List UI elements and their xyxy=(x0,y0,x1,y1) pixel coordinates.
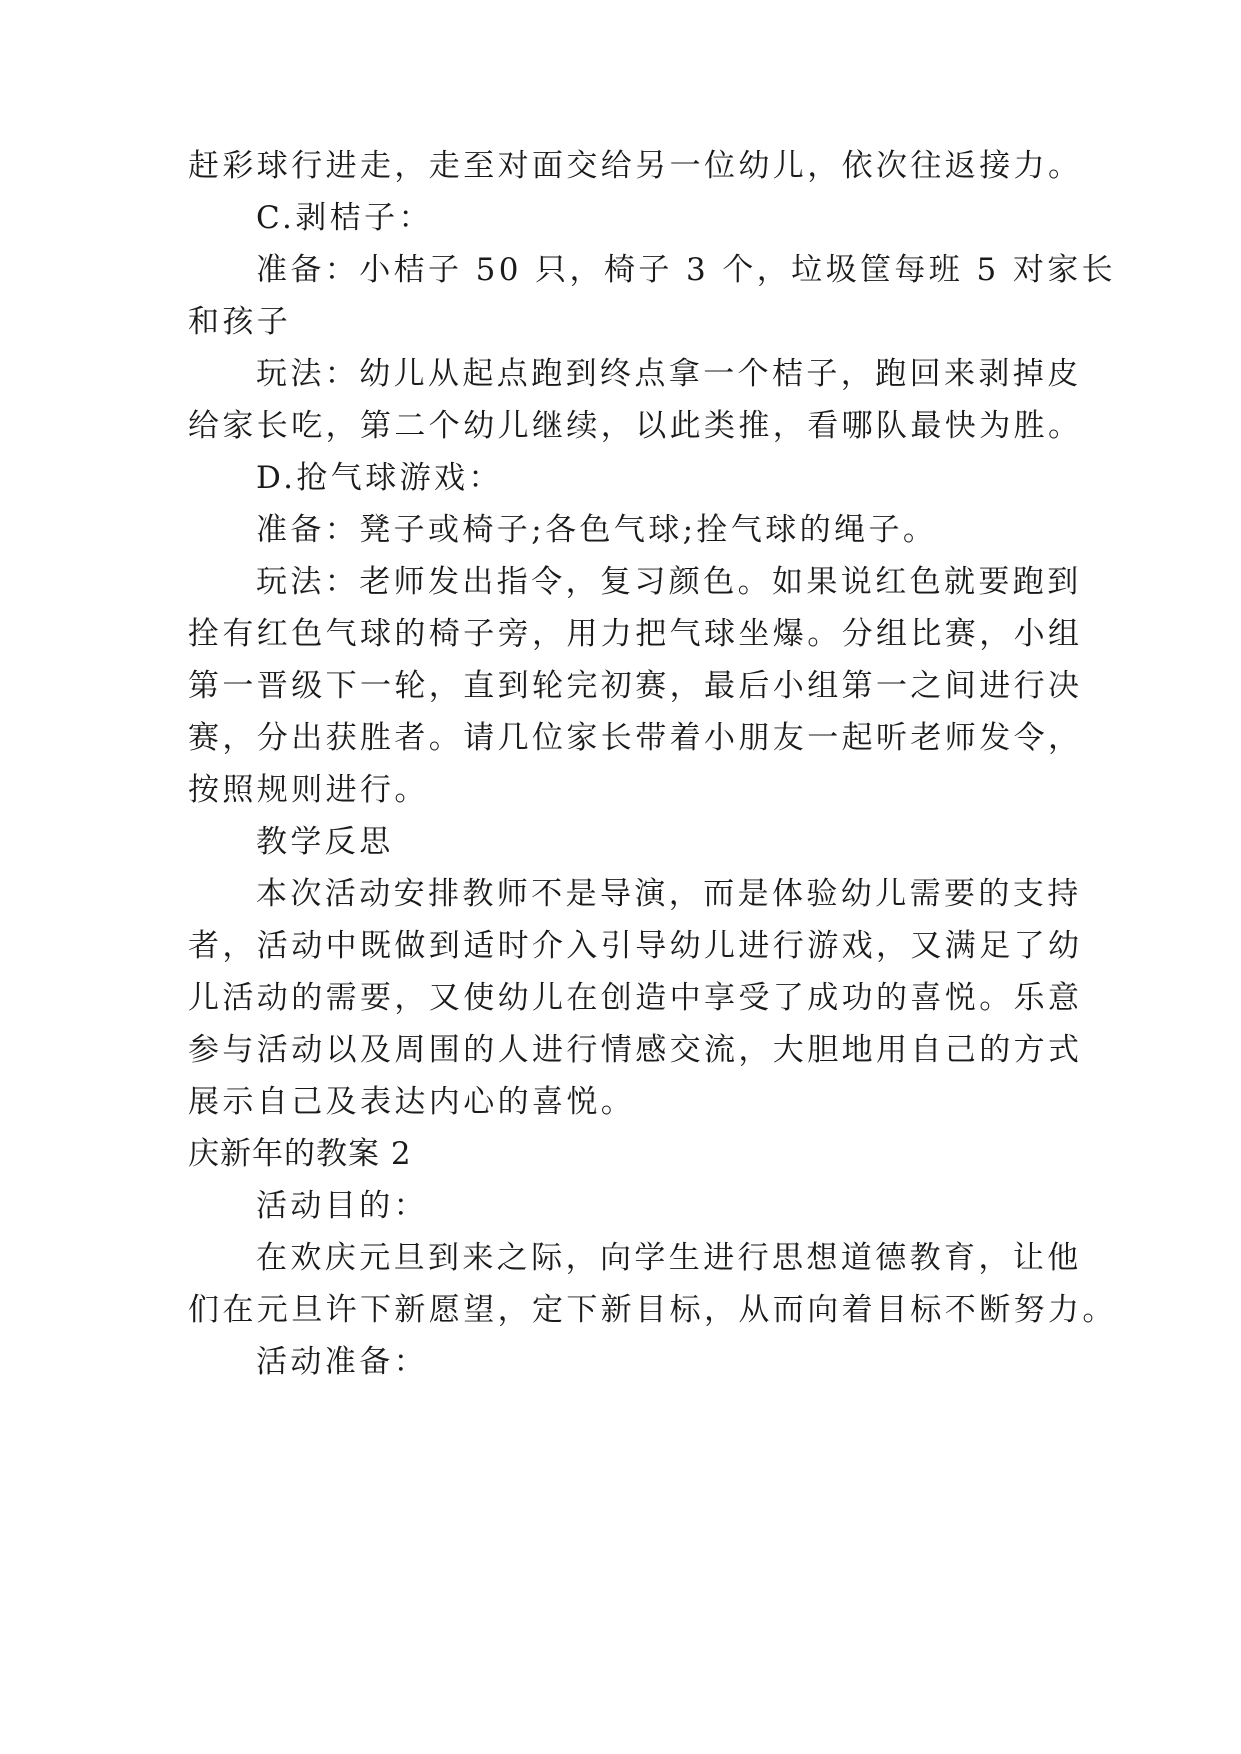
paragraph-line: 儿活动的需要，又使幼儿在创造中享受了成功的喜悦。乐意 xyxy=(188,980,1083,1016)
section-heading-d: D.抢气球游戏： xyxy=(256,460,503,496)
paragraph-line: 第一晋级下一轮，直到轮完初赛，最后小组第一之间进行决 xyxy=(188,668,1083,704)
paragraph-line: 玩法：老师发出指令，复习颜色。如果说红色就要跑到 xyxy=(256,564,1082,600)
paragraph-line: 准备：小桔子 50 只，椅子 3 个，垃圾筐每班 5 对家长 xyxy=(256,252,1117,288)
paragraph-line: 们在元旦许下新愿望，定下新目标，从而向着目标不断努力。 xyxy=(188,1292,1117,1328)
paragraph-line: 参与活动以及周围的人进行情感交流，大胆地用自己的方式 xyxy=(188,1032,1083,1068)
paragraph-line: 准备：凳子或椅子;各色气球;拴气球的绳子。 xyxy=(256,512,938,548)
paragraph-line: 赛，分出获胜者。请几位家长带着小朋友一起听老师发令， xyxy=(188,720,1083,756)
section-heading-purpose: 活动目的： xyxy=(256,1188,428,1224)
paragraph-line: 在欢庆元旦到来之际，向学生进行思想道德教育，让他 xyxy=(256,1240,1082,1276)
paragraph-line: 按照规则进行。 xyxy=(188,772,429,808)
paragraph-line: 给家长吃，第二个幼儿继续，以此类推，看哪队最快为胜。 xyxy=(188,408,1083,444)
section-heading-c: C.剥桔子： xyxy=(256,200,433,236)
section-heading-preparation: 活动准备： xyxy=(256,1344,428,1380)
paragraph-line: 赶彩球行进走，走至对面交给另一位幼儿，依次往返接力。 xyxy=(188,148,1083,184)
paragraph-line: 玩法：幼儿从起点跑到终点拿一个桔子，跑回来剥掉皮 xyxy=(256,356,1082,392)
paragraph-line: 展示自己及表达内心的喜悦。 xyxy=(188,1084,636,1120)
section-heading-reflection: 教学反思 xyxy=(256,824,394,860)
paragraph-line: 本次活动安排教师不是导演，而是体验幼儿需要的支持 xyxy=(256,876,1082,912)
paragraph-line: 拴有红色气球的椅子旁，用力把气球坐爆。分组比赛，小组 xyxy=(188,616,1083,652)
paragraph-line: 和孩子 xyxy=(188,304,292,340)
lesson-title: 庆新年的教案 2 xyxy=(188,1136,412,1172)
paragraph-line: 者，活动中既做到适时介入引导幼儿进行游戏，又满足了幼 xyxy=(188,928,1083,964)
